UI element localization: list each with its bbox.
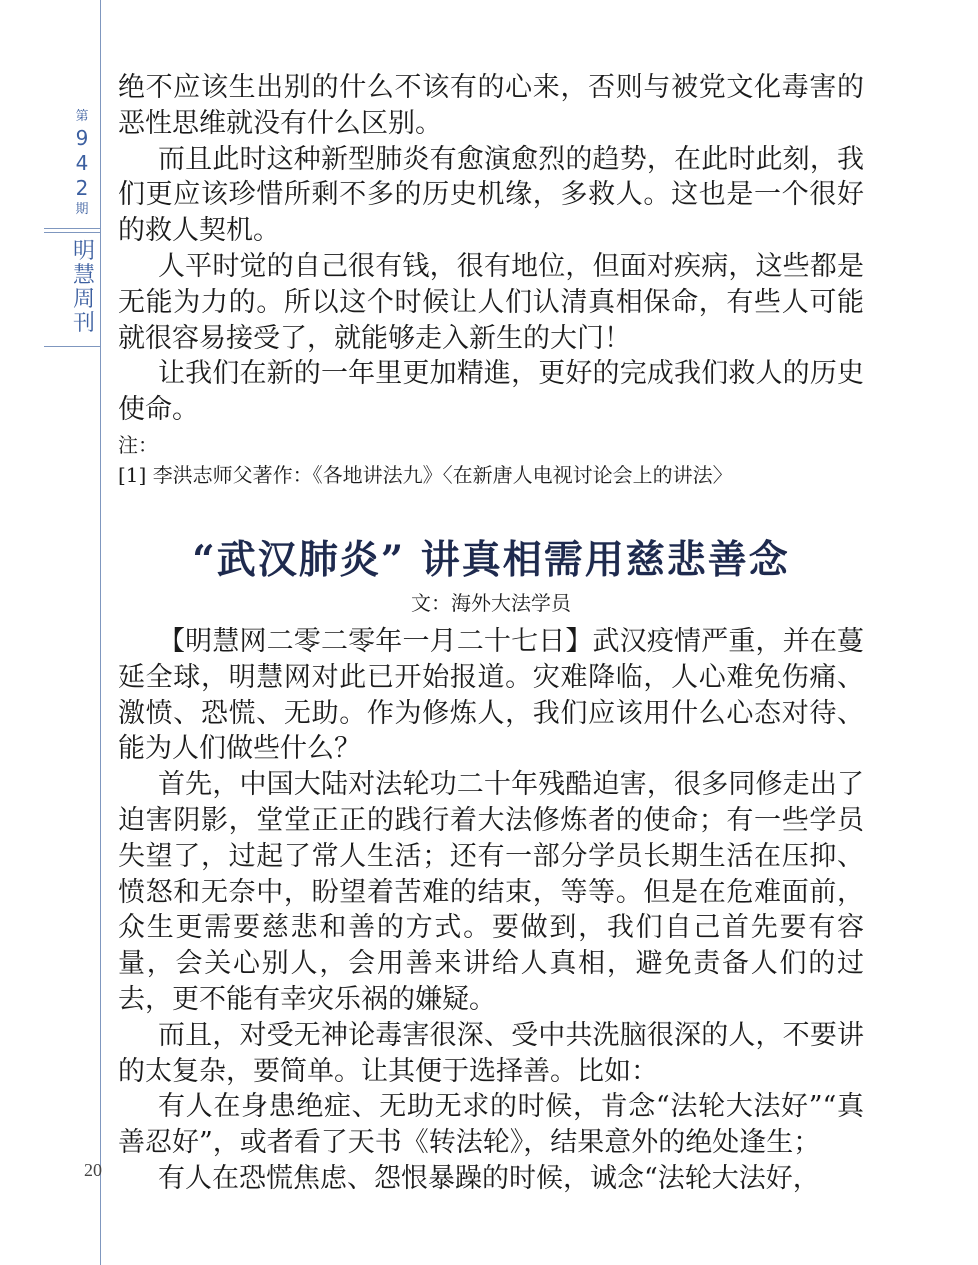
issue-digit: 9 <box>75 126 89 150</box>
magazine-char: 周 <box>72 287 95 312</box>
issue-prefix: 第 <box>75 109 89 124</box>
article2-paragraph: 有人在身患绝症、无助无求的时候，肯念“法轮大法好”“真善忍好”，或者看了天书《转法轮》，结果意外的绝处逢生； <box>118 1091 864 1159</box>
sidebar-divider-top-double <box>44 232 100 233</box>
sidebar-divider-bottom <box>44 346 100 347</box>
article2-paragraph: 而且，对受无神论毒害很深、受中共洗脑很深的人，不要讲的太复杂，要简单。让其便于选择善。比如： <box>118 1019 864 1087</box>
note-reference: [1] 李洪志师父著作：《各地讲法九》〈在新唐人电视讨论会上的讲法〉 <box>118 462 733 487</box>
magazine-char: 慧 <box>72 263 95 288</box>
note-label: 注： <box>118 432 158 457</box>
magazine-name <box>68 240 100 336</box>
sidebar-divider-top <box>44 228 100 229</box>
article2-paragraph: 首先，中国大陆对法轮功二十年残酷迫害，很多同修走出了迫害阴影，堂堂正正的践行着大法修炼者的使命；有一些学员失望了，过起了常人生活；还有一部分学员长期生活在压抑、愤怒和无奈中，盼望着苦难的结束，等等。但是在危难面前，众生更需要慈悲和善的方式。要做到，我们自己首先要有容量，会关心别人，会用善来讲给人真相，避免责备人们的过去，更不能有幸灾乐祸的嫌疑。 <box>118 769 864 1015</box>
issue-digit: 2 <box>75 176 89 200</box>
article1-paragraph: 人平时觉的自己很有钱，很有地位，但面对疾病，这些都是无能为力的。所以这个时候让人们认清真相保命，有些人可能就很容易接受了，就能够走入新生的大门！ <box>118 250 864 354</box>
article1-paragraph: 绝不应该生出别的什么不该有的心来，否则与被党文化毒害的恶性思维就没有什么区别。 <box>118 72 864 139</box>
page-number: 20 <box>84 1160 102 1180</box>
article1-paragraph: 而且此时这种新型肺炎有愈演愈烈的趋势，在此时此刻，我们更应该珍惜所剩不多的历史机缘，多救人。这也是一个很好的救人契机。 <box>118 143 864 247</box>
magazine-char: 刊 <box>72 311 95 336</box>
article1-paragraph: 让我们在新的一年里更加精進，更好的完成我们救人的历史使命。 <box>118 358 864 426</box>
page-content <box>118 70 864 1197</box>
margin-rule <box>100 0 101 1265</box>
issue-digit: 4 <box>75 151 89 175</box>
magazine-char: 明 <box>72 239 95 264</box>
article2-paragraph: 【明慧网二零二零年一月二十七日】武汉疫情严重，并在蔓延全球，明慧网对此已开始报道。灾难降临，人心难免伤痛、激愤、恐慌、无助。作为修炼人，我们应该用什么心态对待、能为人们做些什么？ <box>118 625 864 765</box>
issue-suffix: 期 <box>75 202 89 217</box>
article2-paragraph: 有人在恐慌焦虑、怨恨暴躁的时候，诚念“法轮大法好， <box>158 1162 820 1194</box>
issue-number <box>64 108 100 219</box>
article-author: 文：海外大法学员 <box>411 590 571 615</box>
article-title: “武汉肺炎” 讲真相需用慈悲善念 <box>192 536 790 583</box>
